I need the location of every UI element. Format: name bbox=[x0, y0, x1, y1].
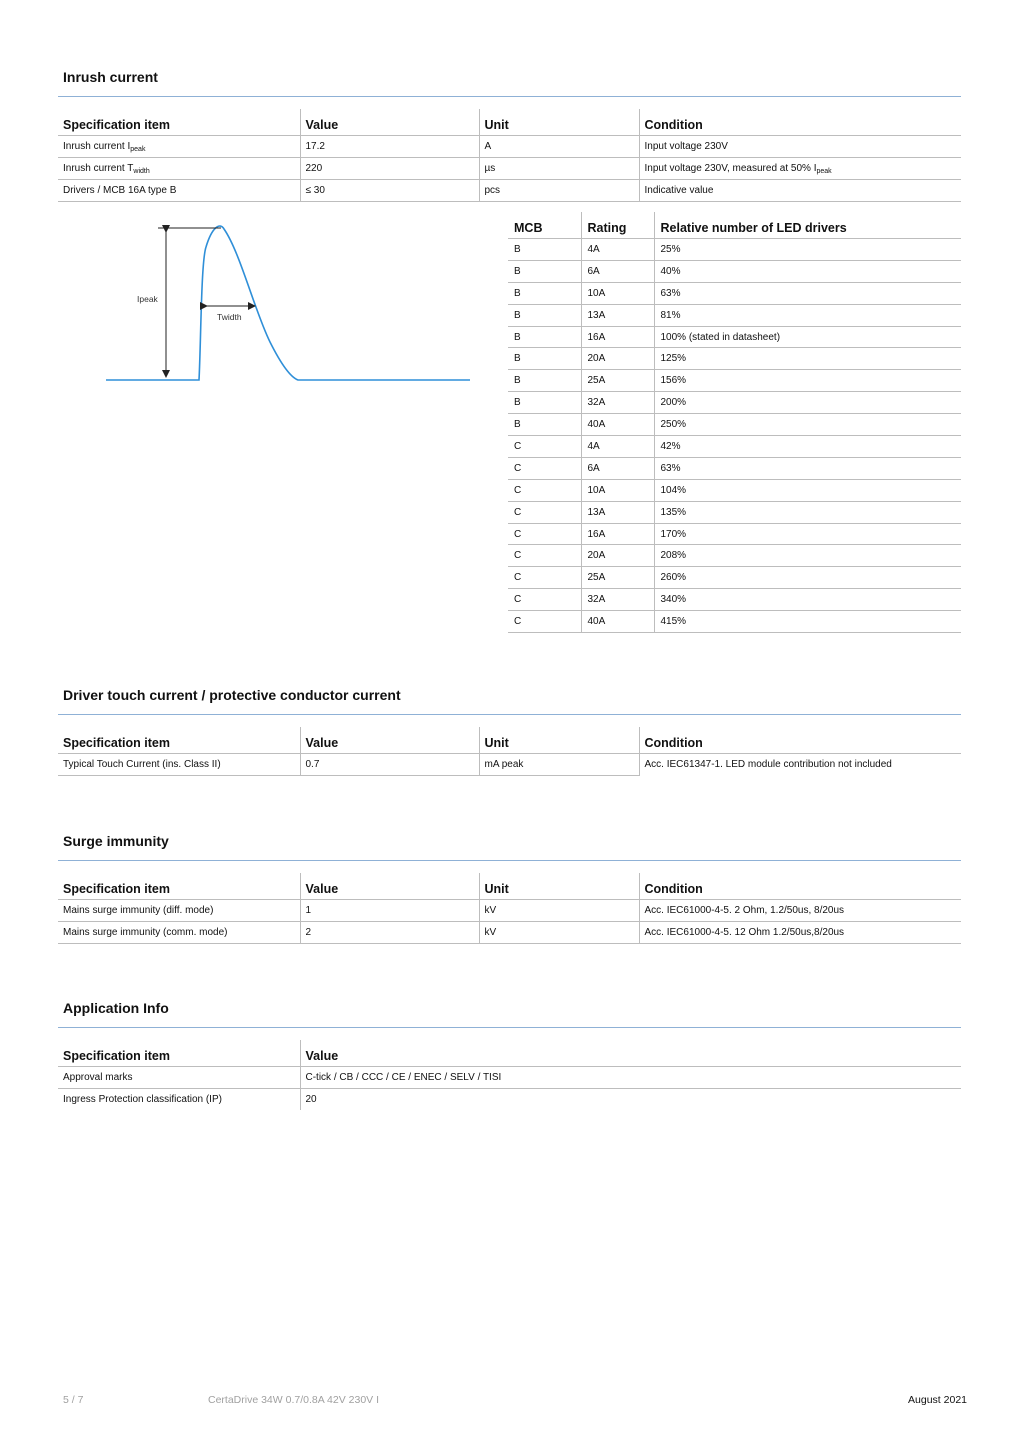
column-header: Value bbox=[300, 109, 479, 136]
column-header: Unit bbox=[479, 727, 639, 754]
table-row bbox=[508, 304, 961, 326]
column-header: Specification item bbox=[58, 873, 300, 900]
table-row bbox=[58, 1067, 961, 1089]
rating-cell: 16A bbox=[581, 523, 654, 545]
table-row bbox=[508, 589, 961, 611]
section-title: Surge immunity bbox=[63, 833, 169, 849]
table-row bbox=[508, 414, 961, 436]
table-header-row bbox=[58, 727, 961, 754]
spec-item-cell: Inrush current $I_{peak}$ bbox=[58, 136, 300, 158]
condition-cell: Acc. IEC61000-4-5. 12 Ohm 1.2/50us,8/20us bbox=[639, 922, 961, 944]
relative-number-cell: 100% (stated in datasheet) bbox=[654, 326, 961, 348]
column-header: Specification item bbox=[58, 727, 300, 754]
mcb-type-cell: C bbox=[508, 523, 581, 545]
table-row bbox=[508, 282, 961, 304]
relative-number-cell: 125% bbox=[654, 348, 961, 370]
relative-number-cell: 135% bbox=[654, 501, 961, 523]
mcb-type-cell: B bbox=[508, 348, 581, 370]
column-header: Relative number of LED drivers bbox=[654, 212, 961, 239]
relative-number-cell: 25% bbox=[654, 239, 961, 261]
value-cell: 220 bbox=[300, 158, 479, 180]
spec-item-cell: Drivers / MCB 16A type B bbox=[58, 180, 300, 202]
relative-number-cell: 156% bbox=[654, 370, 961, 392]
mcb-type-cell: C bbox=[508, 457, 581, 479]
section-title: Application Info bbox=[63, 1000, 169, 1016]
mcb-type-cell: B bbox=[508, 282, 581, 304]
mcb-type-cell: B bbox=[508, 414, 581, 436]
table-row bbox=[58, 754, 961, 776]
relative-number-cell: 208% bbox=[654, 545, 961, 567]
ipeak-label: Ipeak bbox=[137, 294, 158, 304]
section-title: Driver touch current / protective conductor current bbox=[63, 687, 401, 703]
relative-number-cell: 63% bbox=[654, 282, 961, 304]
rating-cell: 13A bbox=[581, 304, 654, 326]
document-date: August 2021 bbox=[908, 1394, 967, 1406]
twidth-label: Twidth bbox=[217, 312, 242, 322]
relative-number-cell: 81% bbox=[654, 304, 961, 326]
mcb-type-cell: C bbox=[508, 545, 581, 567]
value-cell: 0.7 bbox=[300, 754, 479, 776]
column-header: Specification item bbox=[58, 109, 300, 136]
unit-cell: kV bbox=[479, 900, 639, 922]
application-info-table bbox=[58, 1040, 961, 1110]
spec-item-cell: Inrush current $T_{width}$ bbox=[58, 158, 300, 180]
value-cell: 20 bbox=[300, 1089, 961, 1111]
unit-cell: µs bbox=[479, 158, 639, 180]
table-row bbox=[58, 136, 961, 158]
table-row bbox=[508, 545, 961, 567]
mcb-type-cell: C bbox=[508, 501, 581, 523]
relative-number-cell: 40% bbox=[654, 260, 961, 282]
value-cell: 1 bbox=[300, 900, 479, 922]
relative-number-cell: 415% bbox=[654, 611, 961, 633]
column-header: Specification item bbox=[58, 1040, 300, 1067]
section-title: Inrush current bbox=[63, 69, 158, 85]
mcb-type-cell: C bbox=[508, 589, 581, 611]
table-header-row bbox=[58, 109, 961, 136]
unit-cell: A bbox=[479, 136, 639, 158]
table-row bbox=[58, 158, 961, 180]
table-row bbox=[508, 370, 961, 392]
condition-cell: Indicative value bbox=[639, 180, 961, 202]
table-header-row bbox=[58, 873, 961, 900]
mcb-type-cell: C bbox=[508, 436, 581, 458]
table-row bbox=[508, 326, 961, 348]
column-header: Value bbox=[300, 727, 479, 754]
waveform-line bbox=[106, 226, 470, 380]
rating-cell: 20A bbox=[581, 348, 654, 370]
condition-cell: Acc. IEC61347-1. LED module contribution not included bbox=[639, 754, 961, 776]
rating-cell: 16A bbox=[581, 326, 654, 348]
column-header: MCB bbox=[508, 212, 581, 239]
relative-number-cell: 63% bbox=[654, 457, 961, 479]
table-row bbox=[58, 900, 961, 922]
column-header: Unit bbox=[479, 873, 639, 900]
rating-cell: 4A bbox=[581, 436, 654, 458]
mcb-type-cell: C bbox=[508, 567, 581, 589]
column-header: Value bbox=[300, 1040, 961, 1067]
rating-cell: 25A bbox=[581, 567, 654, 589]
table-row bbox=[508, 239, 961, 261]
value-cell: 2 bbox=[300, 922, 479, 944]
rating-cell: 20A bbox=[581, 545, 654, 567]
rating-cell: 25A bbox=[581, 370, 654, 392]
relative-number-cell: 170% bbox=[654, 523, 961, 545]
touch-current-table bbox=[58, 727, 961, 776]
table-row bbox=[508, 457, 961, 479]
table-row bbox=[508, 567, 961, 589]
spec-item-cell: Approval marks bbox=[58, 1067, 300, 1089]
rating-cell: 6A bbox=[581, 457, 654, 479]
product-name: CertaDrive 34W 0.7/0.8A 42V 230V I bbox=[208, 1394, 380, 1406]
mcb-type-cell: B bbox=[508, 304, 581, 326]
rating-cell: 32A bbox=[581, 392, 654, 414]
mcb-type-cell: C bbox=[508, 611, 581, 633]
column-header: Rating bbox=[581, 212, 654, 239]
spec-item-cell: Mains surge immunity (comm. mode) bbox=[58, 922, 300, 944]
mcb-type-cell: B bbox=[508, 370, 581, 392]
mcb-type-cell: C bbox=[508, 479, 581, 501]
inrush-waveform-diagram bbox=[100, 222, 475, 387]
rating-cell: 13A bbox=[581, 501, 654, 523]
table-row bbox=[508, 260, 961, 282]
section-divider bbox=[58, 860, 961, 861]
table-header-row bbox=[58, 1040, 961, 1067]
mcb-type-cell: B bbox=[508, 260, 581, 282]
value-cell: ≤ 30 bbox=[300, 180, 479, 202]
value-cell: C-tick / CB / CCC / CE / ENEC / SELV / TISI bbox=[300, 1067, 961, 1089]
relative-number-cell: 104% bbox=[654, 479, 961, 501]
rating-cell: 40A bbox=[581, 611, 654, 633]
table-row bbox=[58, 180, 961, 202]
unit-cell: kV bbox=[479, 922, 639, 944]
page-number: 5 / 7 bbox=[63, 1394, 84, 1406]
relative-number-cell: 42% bbox=[654, 436, 961, 458]
rating-cell: 10A bbox=[581, 282, 654, 304]
rating-cell: 40A bbox=[581, 414, 654, 436]
mcb-type-cell: B bbox=[508, 326, 581, 348]
column-header: Condition bbox=[639, 727, 961, 754]
table-row bbox=[508, 479, 961, 501]
unit-cell: pcs bbox=[479, 180, 639, 202]
column-header: Condition bbox=[639, 109, 961, 136]
unit-cell: mA peak bbox=[479, 754, 639, 776]
mcb-type-cell: B bbox=[508, 239, 581, 261]
spec-item-cell: Mains surge immunity (diff. mode) bbox=[58, 900, 300, 922]
surge-immunity-table bbox=[58, 873, 961, 944]
column-header: Condition bbox=[639, 873, 961, 900]
column-header: Value bbox=[300, 873, 479, 900]
section-divider bbox=[58, 714, 961, 715]
rating-cell: 6A bbox=[581, 260, 654, 282]
condition-cell: Input voltage 230V, measured at 50% $I_{peak}$ bbox=[639, 158, 961, 180]
spec-item-cell: Typical Touch Current (ins. Class II) bbox=[58, 754, 300, 776]
relative-number-cell: 260% bbox=[654, 567, 961, 589]
section-divider bbox=[58, 96, 961, 97]
value-cell: 17.2 bbox=[300, 136, 479, 158]
table-row bbox=[508, 392, 961, 414]
condition-cell: Acc. IEC61000-4-5. 2 Ohm, 1.2/50us, 8/20us bbox=[639, 900, 961, 922]
section-divider bbox=[58, 1027, 961, 1028]
rating-cell: 32A bbox=[581, 589, 654, 611]
table-row bbox=[58, 1089, 961, 1111]
relative-number-cell: 250% bbox=[654, 414, 961, 436]
rating-cell: 10A bbox=[581, 479, 654, 501]
table-row bbox=[508, 501, 961, 523]
table-row bbox=[508, 523, 961, 545]
table-row bbox=[508, 348, 961, 370]
mcb-table bbox=[508, 212, 961, 633]
table-row bbox=[508, 611, 961, 633]
table-header-row bbox=[508, 212, 961, 239]
rating-cell: 4A bbox=[581, 239, 654, 261]
column-header: Unit bbox=[479, 109, 639, 136]
relative-number-cell: 200% bbox=[654, 392, 961, 414]
condition-cell: Input voltage 230V bbox=[639, 136, 961, 158]
table-row bbox=[508, 436, 961, 458]
table-row bbox=[58, 922, 961, 944]
mcb-type-cell: B bbox=[508, 392, 581, 414]
relative-number-cell: 340% bbox=[654, 589, 961, 611]
spec-item-cell: Ingress Protection classification (IP) bbox=[63, 1094, 222, 1105]
inrush-table bbox=[58, 109, 961, 202]
